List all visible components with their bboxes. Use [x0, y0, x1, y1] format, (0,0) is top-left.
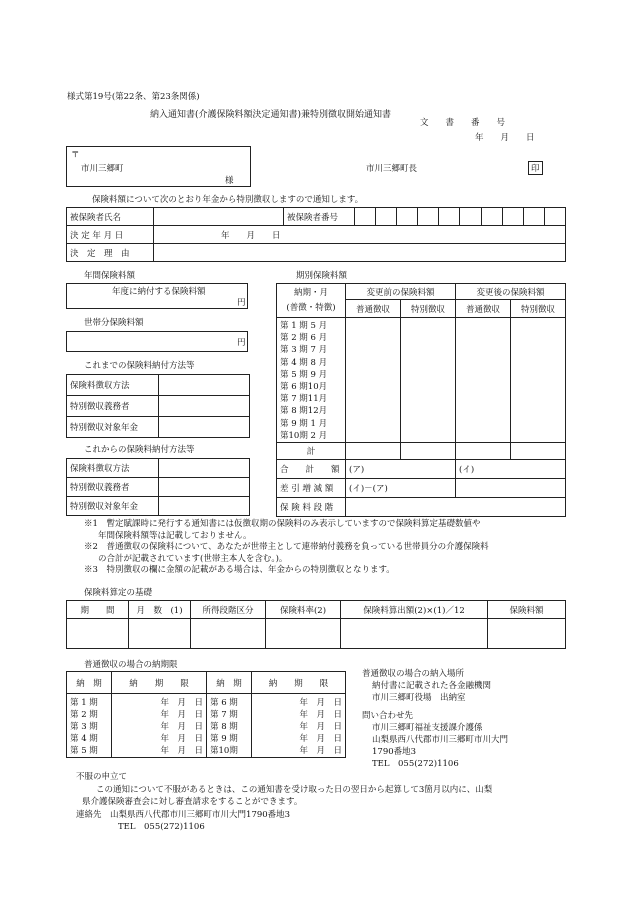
form-number: 様式第19号(第22条、第23条関係) [67, 92, 200, 102]
after-special-header: 特別徴収 [511, 300, 566, 318]
due-date: 年 月 日 [160, 734, 203, 744]
household-premium-box [66, 331, 248, 352]
subtotal-cell [511, 443, 566, 460]
before-normal-header: 普通徴収 [346, 300, 401, 318]
due-date: 年 月 日 [299, 722, 342, 732]
due-col-period: 納 期 [207, 672, 252, 694]
total-label: 合 計 額 [277, 460, 346, 479]
recipient-town: 市川三郷町 [81, 164, 124, 174]
after-normal-header: 普通徴収 [456, 300, 511, 318]
due-col-period: 納 期 [67, 672, 112, 694]
insured-number-digit [376, 208, 397, 226]
due-right-periods [207, 694, 252, 758]
postal-mark: 〒 [71, 150, 80, 160]
basis-col: 所得段階区分 [191, 601, 266, 619]
note-2-cont: の合計が記載されています(世帯主本人を含む。)。 [98, 553, 288, 564]
period-item: 第 9 期 1 月 [280, 418, 328, 429]
note-text: 普通徴収の保険料について、あなたが世帯主として連帯納付義務を負っている世帯員分の介護保険料 [106, 542, 489, 552]
decision-date-value: 年 月 日 [154, 226, 284, 244]
insured-number-digit [418, 208, 439, 226]
period-item: 第 4 期 8 月 [280, 357, 328, 368]
period-item: 第 6 期10月 [280, 382, 328, 393]
note-mark: ※3 [84, 565, 98, 575]
seal-mark: 印 [528, 161, 543, 175]
future-method-value [159, 459, 250, 478]
past-method-label: 特別徴収対象年金 [67, 417, 159, 438]
due-period: 第 1 期 [70, 698, 98, 708]
past-method-heading: これまでの保険料納付方法等 [84, 361, 195, 371]
issuer-name: 市川三郷町長 [366, 164, 418, 174]
before-special-header: 特別徴収 [401, 300, 456, 318]
due-period: 第 7 期 [210, 710, 238, 720]
note-2 [84, 542, 489, 554]
insured-number-digit [502, 208, 523, 226]
due-date: 年 月 日 [160, 722, 203, 732]
period-item: 第 5 期 9 月 [280, 369, 328, 380]
decision-reason-value [154, 244, 566, 262]
stage-label: 保 険 料 段 階 [277, 498, 346, 517]
period-item: 第 3 期 7 月 [280, 345, 328, 356]
period-header [277, 284, 346, 318]
due-period: 第 4 期 [70, 734, 98, 744]
periodic-heading: 期別保険料額 [296, 271, 348, 281]
periodic-table [276, 283, 566, 517]
appeal [76, 771, 492, 834]
basis-col: 保険料額 [488, 601, 566, 619]
past-method-label: 保険料徴収方法 [67, 375, 159, 396]
decision-date-spacer [284, 226, 566, 244]
period-header-line2: (普徴・特徴) [286, 302, 336, 313]
insured-number-digit [355, 208, 376, 226]
insured-number-digit [397, 208, 418, 226]
yen-unit: 円 [237, 338, 246, 348]
insured-number-digit [544, 208, 565, 226]
due-left-dates [112, 694, 207, 758]
before-header: 変更前の保険料額 [346, 284, 456, 300]
insured-number-digit [460, 208, 481, 226]
basis-col: 保険料算出額(2)×(1)／12 [341, 601, 488, 619]
insured-number-digit [439, 208, 460, 226]
past-method-value [159, 375, 250, 396]
due-period: 第10期 [210, 746, 238, 756]
period-list [277, 318, 346, 443]
note-1 [84, 519, 489, 531]
basis-cell [67, 619, 129, 649]
basis-cell [488, 619, 566, 649]
honorific: 様 [225, 176, 234, 186]
future-method-value [159, 497, 250, 516]
insured-info-table [66, 207, 566, 262]
future-method-value [159, 478, 250, 497]
due-period: 第 2 期 [70, 710, 98, 720]
household-heading: 世帯分保険料額 [84, 318, 144, 328]
subtotal-cell [346, 443, 401, 460]
appeal-text: 県介護保険審査会に対し審査請求をすることができます。 [82, 797, 303, 807]
after-normal-cell [456, 318, 511, 443]
basis-col: 保険料率(2) [266, 601, 341, 619]
payment-place-heading: 普通徴収の場合の納入場所 [362, 669, 465, 679]
difference-value: (イ)－(ア) [346, 479, 456, 498]
subtotal-label: 計 [277, 443, 346, 460]
due-col-deadline: 納 期 限 [252, 672, 346, 694]
annual-premium-box [66, 283, 248, 309]
past-method-table [66, 374, 250, 438]
future-method-label: 保険料徴収方法 [67, 459, 159, 478]
due-period: 第 5 期 [70, 746, 98, 756]
appeal-contact-tel: TEL 055(272)1106 [118, 822, 205, 832]
period-header-line1: 納期・月 [293, 287, 328, 298]
subtotal-cell [456, 443, 511, 460]
before-special-cell [401, 318, 456, 443]
annual-heading: 年間保険料額 [84, 271, 136, 281]
period-item: 第 7 期11月 [280, 394, 328, 405]
period-item: 第10期 2 月 [280, 430, 328, 441]
due-date: 年 月 日 [160, 710, 203, 720]
basis-cell [129, 619, 191, 649]
due-period: 第 8 期 [210, 722, 238, 732]
intro-text: 保険料額について次のとおり年金から特別徴収しますので通知します。 [92, 195, 364, 205]
total-after: (イ) [456, 460, 566, 479]
decision-reason-label: 決 定 理 由 [67, 244, 154, 262]
payment-place-line: 市川三郷町役場 出納室 [372, 693, 466, 703]
contact-heading: 問い合わせ先 [362, 711, 414, 721]
future-method-heading: これからの保険料納付方法等 [84, 445, 195, 455]
payment-place [362, 668, 491, 704]
address-box [66, 146, 251, 187]
note-3 [84, 565, 489, 577]
period-item: 第 2 期 6 月 [280, 333, 328, 344]
notes [84, 519, 489, 577]
contact-line: 1790番地3 [372, 747, 417, 757]
decision-date-label: 決 定 年 月 日 [67, 226, 154, 244]
note-text: 特別徴収の欄に金額の記載がある場合は、年金からの特別徴収となります。 [106, 565, 395, 575]
annual-premium-label: 年度に納付する保険料額 [112, 287, 206, 297]
period-item: 第 8 期12月 [280, 406, 328, 417]
appeal-text: この通知について不服があるときは、この通知書を受け取った日の翌日から起算して3箇月以内に、山梨 [96, 784, 493, 795]
past-method-value [159, 396, 250, 417]
yen-unit: 円 [237, 298, 246, 308]
note-mark: ※1 [84, 519, 98, 529]
appeal-contact-address: 山梨県西八代郡市川三郷町市川大門1790番地3 [110, 809, 291, 820]
difference-blank [456, 479, 566, 498]
due-period: 第 3 期 [70, 722, 98, 732]
payment-place-line: 納付書に記載された各金融機関 [372, 681, 492, 691]
basis-cell [341, 619, 488, 649]
due-col-deadline: 納 期 限 [112, 672, 207, 694]
subtotal-cell [401, 443, 456, 460]
basis-cell [266, 619, 341, 649]
due-heading: 普通徴収の場合の納期限 [84, 660, 178, 670]
due-left-periods [67, 694, 112, 758]
note-1-cont: 年間保険料額等は記載しておりません。 [98, 530, 252, 541]
basis-col: 期 間 [67, 601, 129, 619]
contact-line: 山梨県西八代郡市川三郷町市川大門 [372, 735, 509, 745]
insured-name-label: 被保険者氏名 [67, 208, 154, 226]
future-method-table [66, 458, 250, 516]
basis-heading: 保険料算定の基礎 [84, 588, 153, 598]
future-method-label: 特別徴収義務者 [67, 478, 159, 497]
due-date: 年 月 日 [160, 746, 203, 756]
basis-table [66, 600, 566, 649]
difference-label: 差 引 増 減 額 [277, 479, 346, 498]
note-mark: ※2 [84, 542, 98, 552]
issue-date: 年 月 日 [475, 133, 535, 143]
contact [362, 710, 508, 770]
appeal-contact-label: 連絡先 [76, 809, 102, 820]
insured-number-digit [481, 208, 502, 226]
contact-line: TEL 055(272)1106 [372, 759, 459, 769]
due-period: 第 6 期 [210, 698, 238, 708]
insured-number-label: 被保険者番号 [284, 208, 355, 226]
insured-number-digit [523, 208, 544, 226]
after-header: 変更後の保険料額 [456, 284, 566, 300]
future-method-label: 特別徴収対象年金 [67, 497, 159, 516]
due-date: 年 月 日 [299, 746, 342, 756]
past-method-value [159, 417, 250, 438]
due-table [66, 671, 346, 758]
due-date: 年 月 日 [299, 710, 342, 720]
past-method-label: 特別徴収義務者 [67, 396, 159, 417]
due-period: 第 9 期 [210, 734, 238, 744]
stage-value [346, 498, 566, 517]
basis-col: 月 数 (1) [129, 601, 191, 619]
before-normal-cell [346, 318, 401, 443]
after-special-cell [511, 318, 566, 443]
due-right-dates [252, 694, 346, 758]
appeal-contact [76, 809, 492, 822]
contact-line: 市川三郷町福祉支援課介護係 [372, 723, 483, 733]
basis-cell [191, 619, 266, 649]
due-date: 年 月 日 [299, 734, 342, 744]
document-title: 納入通知書(介護保険料額決定通知書)兼特別徴収開始通知書 [150, 110, 392, 120]
due-date: 年 月 日 [160, 698, 203, 708]
insured-name-value [154, 208, 284, 226]
appeal-heading: 不服の申立て [76, 772, 128, 782]
document-number: 文 書 番 号 [420, 118, 506, 128]
total-before: (ア) [346, 460, 456, 479]
period-item: 第 1 期 5 月 [280, 321, 328, 331]
note-text: 暫定賦課時に発行する通知書には仮徴収期の保険料のみ表示していますので保険料算定基礎数値や [106, 519, 481, 529]
due-date: 年 月 日 [299, 698, 342, 708]
